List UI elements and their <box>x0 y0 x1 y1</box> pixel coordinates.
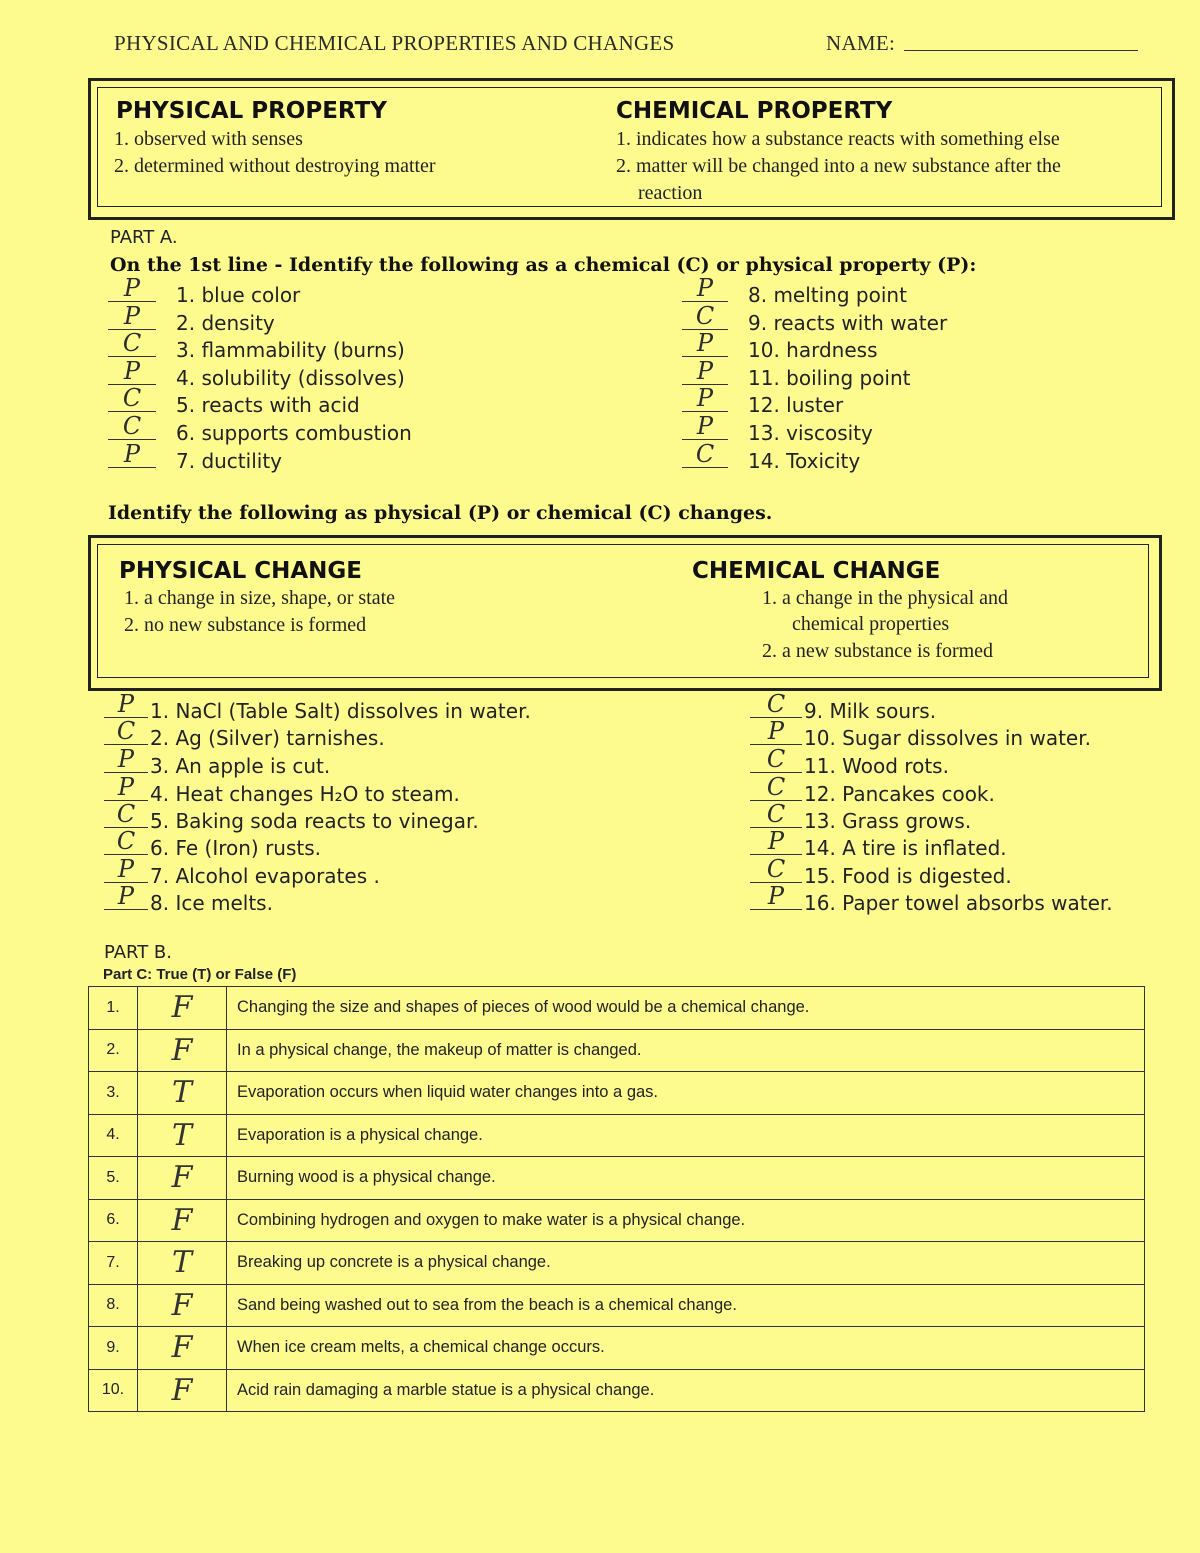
statement-text: Evaporation is a physical change. <box>227 1114 1145 1157</box>
item-text: 4. Heat changes H₂O to steam. <box>150 782 460 806</box>
row-number: 8. <box>89 1284 138 1327</box>
item-text: 11. boiling point <box>748 366 911 390</box>
handwritten-answer[interactable]: F <box>138 1369 227 1412</box>
row-number: 3. <box>89 1072 138 1115</box>
row-number: 6. <box>89 1199 138 1242</box>
table-row <box>89 1114 1145 1157</box>
chemical-change-title: CHEMICAL CHANGE <box>692 558 941 584</box>
item-text: 12. luster <box>748 393 844 417</box>
change-item <box>104 773 460 806</box>
item-text: 10. Sugar dissolves in water. <box>804 726 1091 750</box>
item-text: 8. Ice melts. <box>150 891 273 915</box>
row-number: 9. <box>89 1327 138 1370</box>
item-text: 2. Ag (Silver) tarnishes. <box>150 726 385 750</box>
chemical-property-title: CHEMICAL PROPERTY <box>616 98 893 124</box>
handwritten-answer: C <box>122 329 142 357</box>
answer-blank[interactable] <box>750 690 802 718</box>
item-text: 5. reacts with acid <box>176 393 360 417</box>
answer-blank[interactable] <box>750 855 802 883</box>
item-text: 15. Food is digested. <box>804 864 1012 888</box>
handwritten-answer: C <box>116 717 136 745</box>
statement-text: Burning wood is a physical change. <box>227 1157 1145 1200</box>
answer-blank[interactable] <box>682 440 728 468</box>
row-number: 5. <box>89 1157 138 1200</box>
chemical-property-item: 2. matter will be changed into a new substance after the <box>616 155 1061 177</box>
handwritten-answer[interactable]: T <box>138 1242 227 1285</box>
change-item <box>104 882 273 915</box>
chemical-property-item: reaction <box>638 182 703 204</box>
page-title: PHYSICAL AND CHEMICAL PROPERTIES AND CHANGES <box>114 31 675 55</box>
name-label: NAME: <box>826 31 896 55</box>
item-text: 4. solubility (dissolves) <box>176 366 405 390</box>
answer-blank[interactable] <box>682 357 728 385</box>
item-text: 13. Grass grows. <box>804 809 972 833</box>
part-b-label: PART B. <box>104 942 173 963</box>
statement-text: Combining hydrogen and oxygen to make water is a physical change. <box>227 1199 1145 1242</box>
handwritten-answer: P <box>123 302 141 330</box>
handwritten-answer: C <box>766 690 786 718</box>
handwritten-answer: P <box>696 329 714 357</box>
answer-blank[interactable] <box>750 800 802 828</box>
table-row <box>89 1369 1145 1412</box>
item-text: 6. supports combustion <box>176 421 412 445</box>
answer-blank[interactable] <box>108 440 156 468</box>
table-row <box>89 1072 1145 1115</box>
handwritten-answer[interactable]: F <box>138 1029 227 1072</box>
row-number: 1. <box>89 987 138 1030</box>
handwritten-answer: C <box>695 440 715 468</box>
statement-text: Sand being washed out to sea from the beach is a chemical change. <box>227 1284 1145 1327</box>
answer-blank[interactable] <box>682 274 728 302</box>
handwritten-answer: C <box>122 384 142 412</box>
chemical-property-item: 1. indicates how a substance reacts with something else <box>616 128 1060 150</box>
change-item <box>104 800 479 833</box>
part-a-property-item <box>108 440 282 473</box>
answer-blank[interactable] <box>750 773 802 801</box>
answer-blank[interactable] <box>108 357 156 385</box>
physical-property-item: 1. observed with senses <box>114 128 303 150</box>
item-text: 3. An apple is cut. <box>150 754 331 778</box>
handwritten-answer: P <box>696 384 714 412</box>
answer-blank[interactable] <box>750 827 802 855</box>
answer-blank[interactable] <box>104 773 148 801</box>
handwritten-answer: P <box>117 855 135 883</box>
statement-text: In a physical change, the makeup of matter is changed. <box>227 1029 1145 1072</box>
item-text: 9. Milk sours. <box>804 699 937 723</box>
answer-blank[interactable] <box>750 745 802 773</box>
answer-blank[interactable] <box>108 329 156 357</box>
physical-change-item: 1. a change in size, shape, or state <box>124 587 396 609</box>
handwritten-answer: P <box>117 745 135 773</box>
item-text: 14. Toxicity <box>748 449 861 473</box>
handwritten-answer: P <box>123 357 141 385</box>
item-text: 7. Alcohol evaporates . <box>150 864 380 888</box>
answer-blank[interactable] <box>104 855 148 883</box>
handwritten-answer: P <box>123 440 141 468</box>
handwritten-answer: P <box>696 357 714 385</box>
item-text: 5. Baking soda reacts to vinegar. <box>150 809 479 833</box>
handwritten-answer: P <box>123 274 141 302</box>
handwritten-answer: P <box>696 412 714 440</box>
answer-blank[interactable] <box>750 717 802 745</box>
change-item <box>750 882 1113 915</box>
handwritten-answer: P <box>117 882 135 910</box>
handwritten-answer: C <box>122 412 142 440</box>
handwritten-answer: C <box>766 855 786 883</box>
item-text: 1. blue color <box>176 283 301 307</box>
handwritten-answer: P <box>117 690 135 718</box>
changes-instruction: Identify the following as physical (P) or chemical (C) changes. <box>108 502 773 524</box>
table-row <box>89 987 1145 1030</box>
handwritten-answer: C <box>116 827 136 855</box>
handwritten-answer[interactable]: F <box>138 1284 227 1327</box>
handwritten-answer[interactable]: T <box>138 1114 227 1157</box>
answer-blank[interactable] <box>104 745 148 773</box>
handwritten-answer: P <box>767 717 785 745</box>
statement-text: Evaporation occurs when liquid water changes into a gas. <box>227 1072 1145 1115</box>
table-row <box>89 1327 1145 1370</box>
item-text: 11. Wood rots. <box>804 754 949 778</box>
item-text: 16. Paper towel absorbs water. <box>804 891 1113 915</box>
item-text: 14. A tire is inflated. <box>804 836 1007 860</box>
part-a-label: PART A. <box>110 227 178 248</box>
handwritten-answer[interactable]: F <box>138 1199 227 1242</box>
handwritten-answer: C <box>766 745 786 773</box>
name-field[interactable] <box>904 50 1138 51</box>
item-text: 8. melting point <box>748 283 907 307</box>
chemical-change-item: chemical properties <box>792 613 950 635</box>
physical-change-item: 2. no new substance is formed <box>124 614 367 636</box>
handwritten-answer[interactable]: F <box>138 987 227 1030</box>
table-row <box>89 1199 1145 1242</box>
answer-blank[interactable] <box>682 329 728 357</box>
statement-text: Acid rain damaging a marble statue is a physical change. <box>227 1369 1145 1412</box>
answer-blank[interactable] <box>108 412 156 440</box>
handwritten-answer[interactable]: T <box>138 1072 227 1115</box>
item-text: 12. Pancakes cook. <box>804 782 995 806</box>
change-item <box>104 690 531 723</box>
item-text: 3. flammability (burns) <box>176 338 405 362</box>
handwritten-answer: P <box>767 827 785 855</box>
physical-change-title: PHYSICAL CHANGE <box>119 558 362 584</box>
item-text: 2. density <box>176 311 275 335</box>
chemical-change-item: 1. a change in the physical and <box>762 587 1009 609</box>
table-row <box>89 1284 1145 1327</box>
handwritten-answer: P <box>696 274 714 302</box>
answer-blank[interactable] <box>104 690 148 718</box>
answer-blank[interactable] <box>108 384 156 412</box>
row-number: 10. <box>89 1369 138 1412</box>
true-false-table <box>88 986 1145 1412</box>
row-number: 7. <box>89 1242 138 1285</box>
row-number: 2. <box>89 1029 138 1072</box>
answer-blank[interactable] <box>682 384 728 412</box>
part-a-instruction: On the 1st line - Identify the following as a chemical (C) or physical property (P): <box>110 254 977 276</box>
physical-property-item: 2. determined without destroying matter <box>114 155 436 177</box>
answer-blank[interactable] <box>104 717 148 745</box>
answer-blank[interactable] <box>108 302 156 330</box>
handwritten-answer: C <box>766 773 786 801</box>
handwritten-answer: P <box>117 773 135 801</box>
item-text: 13. viscosity <box>748 421 873 445</box>
physical-property-title: PHYSICAL PROPERTY <box>116 98 387 124</box>
statement-text: Breaking up concrete is a physical change. <box>227 1242 1145 1285</box>
row-number: 4. <box>89 1114 138 1157</box>
statement-text: Changing the size and shapes of pieces of wood would be a chemical change. <box>227 987 1145 1030</box>
table-row <box>89 1029 1145 1072</box>
chemical-change-item: 2. a new substance is formed <box>762 640 994 662</box>
answer-blank[interactable] <box>104 827 148 855</box>
item-text: 7. ductility <box>176 449 282 473</box>
part-c-label: Part C: True (T) or False (F) <box>103 966 297 983</box>
answer-blank[interactable] <box>682 412 728 440</box>
handwritten-answer[interactable]: F <box>138 1327 227 1370</box>
table-row <box>89 1242 1145 1285</box>
handwritten-answer: P <box>767 882 785 910</box>
item-text: 1. NaCl (Table Salt) dissolves in water. <box>150 699 531 723</box>
answer-blank[interactable] <box>682 302 728 330</box>
answer-blank[interactable] <box>108 274 156 302</box>
handwritten-answer: C <box>116 800 136 828</box>
item-text: 6. Fe (Iron) rusts. <box>150 836 322 860</box>
handwritten-answer: C <box>695 302 715 330</box>
answer-blank[interactable] <box>104 882 148 910</box>
answer-blank[interactable] <box>104 800 148 828</box>
handwritten-answer: C <box>766 800 786 828</box>
part-a-property-item <box>682 440 861 473</box>
item-text: 10. hardness <box>748 338 878 362</box>
item-text: 9. reacts with water <box>748 311 948 335</box>
answer-blank[interactable] <box>750 882 802 910</box>
handwritten-answer[interactable]: F <box>138 1157 227 1200</box>
table-row <box>89 1157 1145 1200</box>
statement-text: When ice cream melts, a chemical change occurs. <box>227 1327 1145 1370</box>
